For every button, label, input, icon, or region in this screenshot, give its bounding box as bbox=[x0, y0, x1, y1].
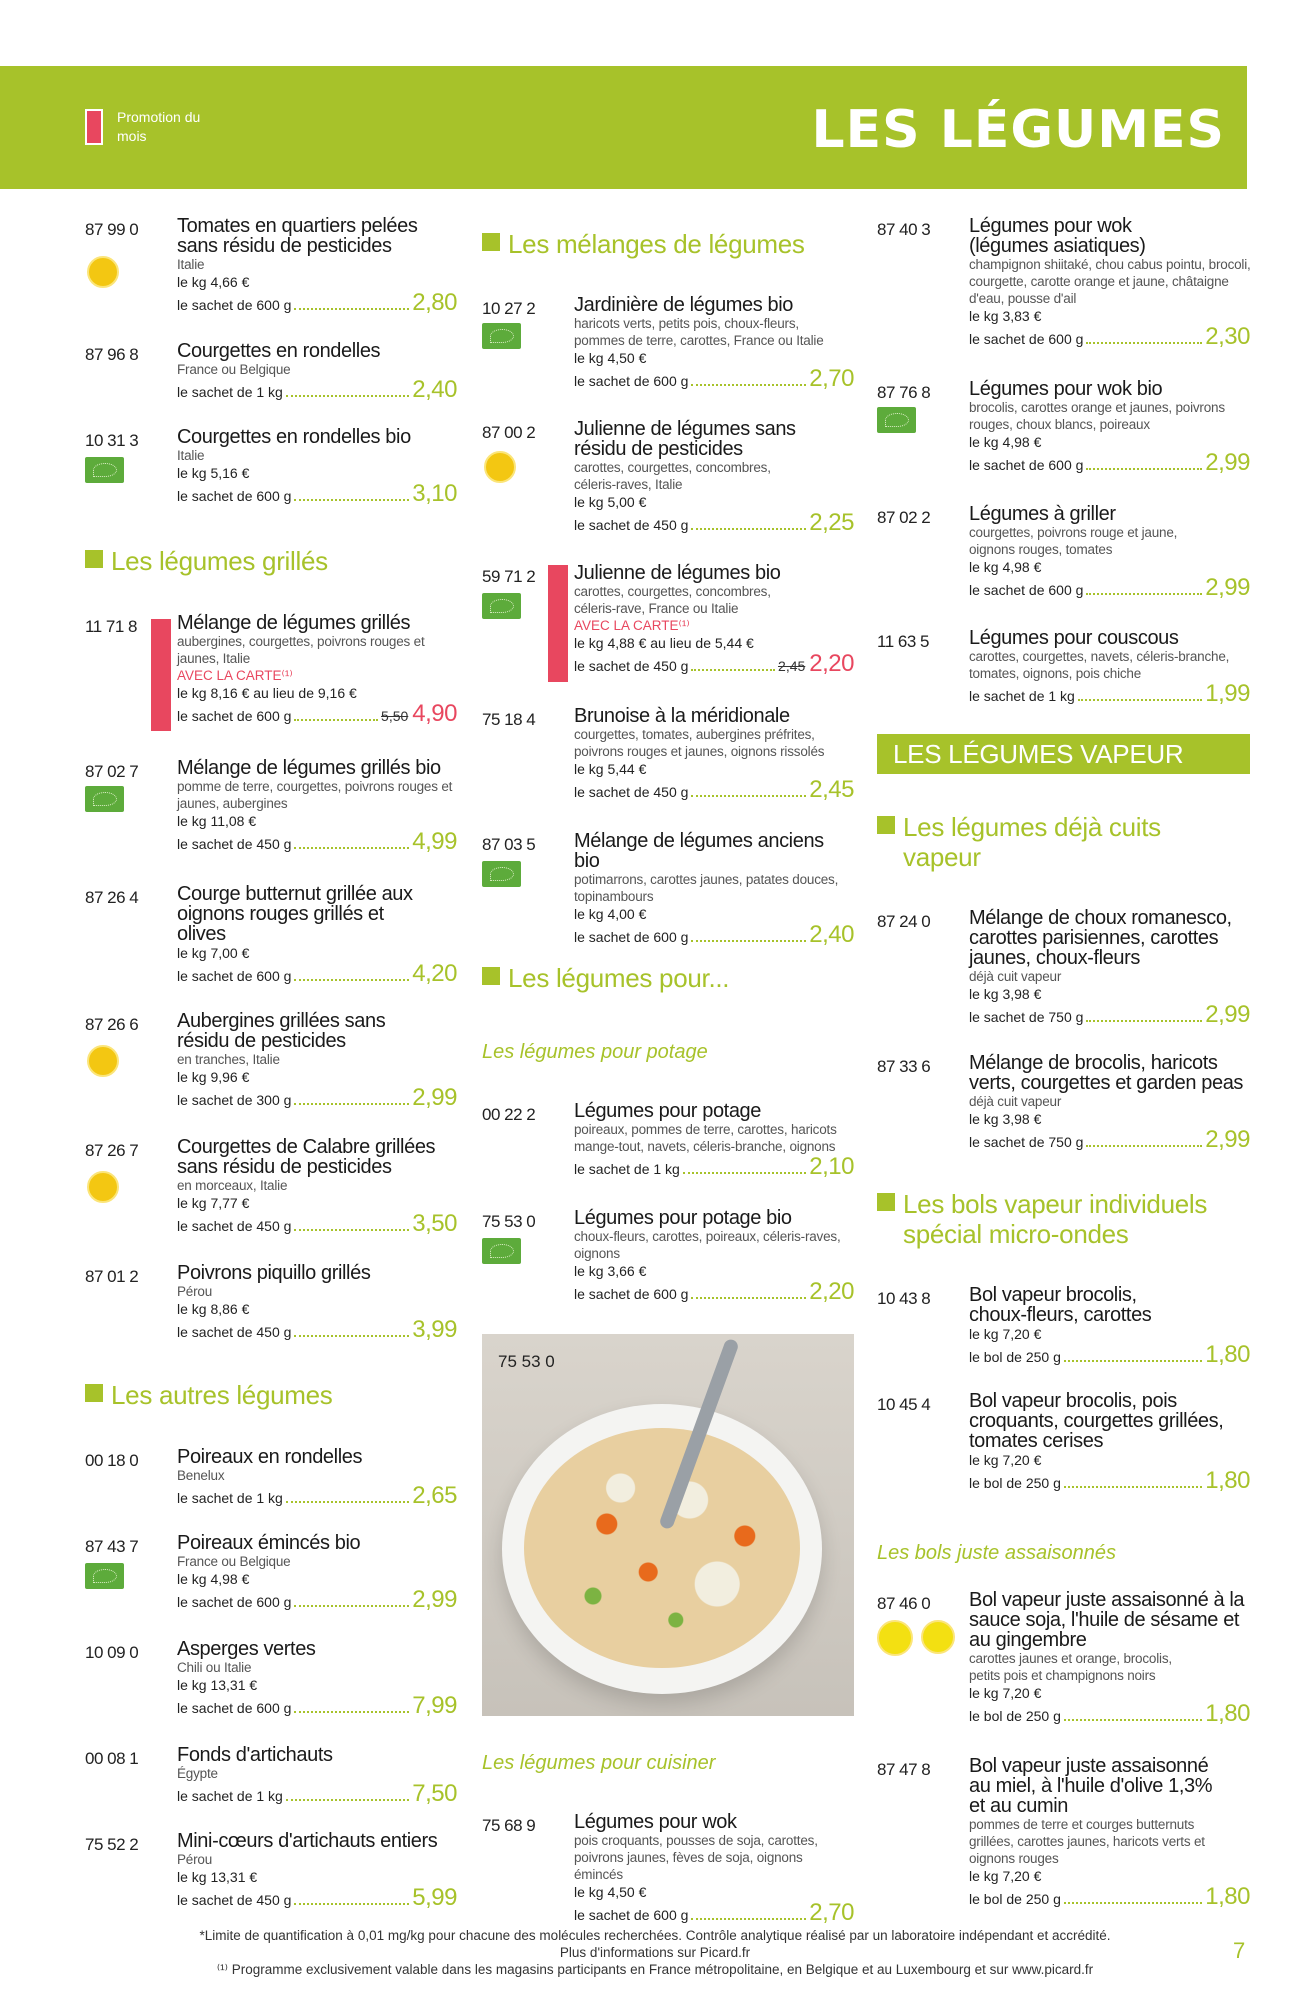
section-square-icon bbox=[85, 550, 103, 568]
price-per-kg: le kg 5,16 € bbox=[177, 465, 250, 481]
price-row: le sachet de 1 kg 2,65 bbox=[177, 1482, 457, 1509]
price-row: le sachet de 450 g 2,45 bbox=[574, 776, 854, 803]
product-name: Légumes pour potage bbox=[574, 1100, 761, 1122]
price-row: le sachet de 600 g 2,20 bbox=[574, 1278, 854, 1305]
price-row: le bol de 250 g 1,80 bbox=[969, 1883, 1250, 1910]
eu-organic-leaf-icon bbox=[877, 407, 916, 433]
product-code: 87 24 0 bbox=[877, 912, 931, 931]
product-origin: France ou Belgique bbox=[177, 1554, 291, 1569]
price-per-kg: le kg 11,08 € bbox=[177, 813, 257, 829]
product-desc: carottes jaunes et orange, brocolis, petits pois et champignons noirs bbox=[969, 1651, 1172, 1683]
price-per-kg: le kg 3,83 € bbox=[969, 308, 1042, 324]
price-row: le sachet de 450 g 3,50 bbox=[177, 1210, 457, 1237]
product-name: Mini-cœurs d'artichauts entiers bbox=[177, 1830, 438, 1852]
price-per-kg: le kg 13,31 € bbox=[177, 1677, 258, 1693]
price-row: le sachet de 450 g 2,25 bbox=[574, 509, 854, 536]
product-code: 75 53 0 bbox=[482, 1212, 536, 1231]
product-code: 10 27 2 bbox=[482, 299, 536, 318]
price-per-kg: le kg 3,98 € bbox=[969, 986, 1042, 1002]
section-banner: LES LÉGUMES VAPEUR bbox=[877, 734, 1250, 774]
price-row: le sachet de 600 g 2,99 bbox=[969, 449, 1250, 476]
price-per-kg: le kg 7,20 € bbox=[969, 1685, 1042, 1701]
price-row: le sachet de 600 g 2,99 bbox=[969, 574, 1250, 601]
product-desc: choux-fleurs, carottes, poireaux, céleris-raves, oignons bbox=[574, 1229, 841, 1261]
product-desc: courgettes, poivrons rouge et jaune, oignons rouges, tomates bbox=[969, 525, 1178, 557]
section-square-icon bbox=[482, 967, 500, 985]
product-name: Mélange de légumes grillés bbox=[177, 612, 411, 634]
eu-organic-leaf-icon bbox=[482, 1238, 521, 1264]
product-photo bbox=[482, 1334, 854, 1716]
product-name: Julienne de légumes sans résidu de pesticides bbox=[574, 418, 796, 460]
price-per-kg: le kg 5,44 € bbox=[574, 761, 647, 777]
product-code: 10 09 0 bbox=[85, 1643, 139, 1662]
product-code: 87 26 7 bbox=[85, 1141, 139, 1160]
product-name: Courgettes de Calabre grillées sans résidu de pesticides bbox=[177, 1136, 436, 1178]
product-name: Poireaux émincés bio bbox=[177, 1532, 361, 1554]
product-code: 00 22 2 bbox=[482, 1105, 536, 1124]
product-desc: déjà cuit vapeur bbox=[969, 969, 1062, 984]
product-desc: carottes, courgettes, navets, céleris-branche, tomates, oignons, pois chiche bbox=[969, 649, 1230, 681]
product-code: 75 52 2 bbox=[85, 1835, 139, 1854]
section-title: Les bols vapeur individuels spécial micro-ondes bbox=[877, 1189, 1250, 1249]
price-per-kg: le kg 8,16 € au lieu de 9,16 € bbox=[177, 685, 357, 701]
eu-organic-leaf-icon bbox=[85, 457, 124, 483]
product-code: 87 03 5 bbox=[482, 835, 536, 854]
footnote-card-program: ⁽¹⁾ Programme exclusivement valable dans les magasins participants en France métropolitaine, en Belgique et au Luxembourg et sur www.picard.fr bbox=[216, 1962, 1094, 1977]
no-pesticide-seal-icon bbox=[87, 1171, 119, 1203]
product-name: Brunoise à la méridionale bbox=[574, 705, 790, 727]
product-code: 87 02 7 bbox=[85, 762, 139, 781]
price-row: le sachet de 750 g 2,99 bbox=[969, 1001, 1250, 1028]
product-code: 10 43 8 bbox=[877, 1289, 931, 1308]
product-name: Tomates en quartiers pelées sans résidu de pesticides bbox=[177, 215, 418, 257]
product-code: 75 68 9 bbox=[482, 1816, 536, 1835]
section-title: Les légumes déjà cuits vapeur bbox=[877, 812, 1250, 872]
product-origin: en tranches, Italie bbox=[177, 1052, 280, 1067]
product-name: Légumes pour couscous bbox=[969, 627, 1179, 649]
product-desc: déjà cuit vapeur bbox=[969, 1094, 1062, 1109]
product-code: 87 46 0 bbox=[877, 1594, 931, 1613]
product-desc: carottes, courgettes, concombres, céleris-raves, Italie bbox=[574, 460, 771, 492]
price-row: le sachet de 450 g 4,99 bbox=[177, 828, 457, 855]
price-row: le sachet de 600 g 4,20 bbox=[177, 960, 457, 987]
price-per-kg: le kg 9,96 € bbox=[177, 1069, 250, 1085]
card-offer: AVEC LA CARTE⁽¹⁾ bbox=[177, 668, 293, 683]
price-per-kg: le kg 7,20 € bbox=[969, 1452, 1042, 1468]
promo-bar bbox=[151, 619, 171, 731]
product-code: 87 26 4 bbox=[85, 888, 139, 907]
product-desc: pommes de terre et courges butternuts grillées, carottes jaunes, haricots verts et oignons rouges bbox=[969, 1817, 1205, 1866]
product-name: Asperges vertes bbox=[177, 1638, 316, 1660]
price-per-kg: le kg 4,98 € bbox=[969, 434, 1042, 450]
product-name: Bol vapeur juste assaisonné à la sauce soja, l'huile de sésame et au gingembre bbox=[969, 1589, 1245, 1651]
product-origin: Pérou bbox=[177, 1284, 213, 1299]
price-row: le sachet de 600 g 2,80 bbox=[177, 289, 457, 316]
card-offer: AVEC LA CARTE⁽¹⁾ bbox=[574, 618, 690, 633]
price-row: le sachet de 600 g 7,99 bbox=[177, 1692, 457, 1719]
price-per-kg: le kg 7,20 € bbox=[969, 1326, 1042, 1342]
price-row: le sachet de 1 kg 2,40 bbox=[177, 376, 457, 403]
section-square-icon bbox=[85, 1384, 103, 1402]
header-band bbox=[0, 66, 1247, 189]
product-name: Légumes pour wok (légumes asiatiques) bbox=[969, 215, 1146, 257]
price-row: le bol de 250 g 1,80 bbox=[969, 1700, 1250, 1727]
promo-bar bbox=[548, 565, 568, 682]
price-per-kg: le kg 4,66 € bbox=[177, 274, 250, 290]
price: 2,80 bbox=[412, 289, 457, 316]
product-name: Bol vapeur brocolis, pois croquants, courgettes grillées, tomates cerises bbox=[969, 1390, 1224, 1452]
product-code: 00 08 1 bbox=[85, 1749, 139, 1768]
footnote-pesticides: *Limite de quantification à 0,01 mg/kg pour chacune des molécules recherchées. Contrôle analytique réalisé par un laboratoire indépendant et accrédité. Plus d'informations sur Picard.fr bbox=[199, 1928, 1111, 1960]
section-square-icon bbox=[482, 233, 500, 251]
product-name: Légumes à griller bbox=[969, 503, 1116, 525]
product-name: Poireaux en rondelles bbox=[177, 1446, 363, 1468]
vegetal-label-icon bbox=[877, 1620, 913, 1656]
eu-organic-leaf-icon bbox=[85, 786, 124, 812]
section-square-icon bbox=[877, 1193, 895, 1211]
product-name: Légumes pour wok bbox=[574, 1811, 737, 1833]
product-code: 87 00 2 bbox=[482, 423, 536, 442]
price-per-kg: le kg 4,98 € bbox=[177, 1571, 250, 1587]
price-per-kg: le kg 7,77 € bbox=[177, 1195, 250, 1211]
product-name: Jardinière de légumes bio bbox=[574, 294, 794, 316]
price-row: le sachet de 600 g 2,40 bbox=[574, 921, 854, 948]
product-code: 87 40 3 bbox=[877, 220, 931, 239]
section-square-icon bbox=[877, 816, 895, 834]
price-row: le sachet de 1 kg 1,99 bbox=[969, 680, 1250, 707]
product-origin: Pérou bbox=[177, 1852, 213, 1867]
price-row: le sachet de 450 g 5,99 bbox=[177, 1884, 457, 1911]
product-origin: Benelux bbox=[177, 1468, 225, 1483]
price-row: le sachet de 600 g 3,10 bbox=[177, 480, 457, 507]
price-per-kg: le kg 13,31 € bbox=[177, 1869, 258, 1885]
product-code: 87 01 2 bbox=[85, 1267, 139, 1286]
page-title: LES LÉGUMES bbox=[811, 100, 1225, 160]
price-per-kg: le kg 8,86 € bbox=[177, 1301, 250, 1317]
product-name: Fonds d'artichauts bbox=[177, 1744, 333, 1766]
product-origin: en morceaux, Italie bbox=[177, 1178, 288, 1193]
section-title: Les légumes grillés bbox=[85, 546, 457, 576]
vegetables-image bbox=[524, 1428, 800, 1668]
promo-swatch bbox=[85, 109, 103, 145]
section-title: Les mélanges de légumes bbox=[482, 229, 854, 259]
no-pesticide-seal-icon bbox=[484, 451, 516, 483]
product-origin: Égypte bbox=[177, 1766, 218, 1781]
price-row: le sachet de 450 g 3,99 bbox=[177, 1316, 457, 1343]
product-code: 87 43 7 bbox=[85, 1537, 139, 1556]
product-desc: pois croquants, pousses de soja, carottes, poivrons jaunes, fèves de soja, oignons émincés bbox=[574, 1833, 818, 1882]
photo-product-code: 75 53 0 bbox=[498, 1352, 555, 1371]
product-code: 87 96 8 bbox=[85, 345, 139, 364]
product-name: Courgettes en rondelles bbox=[177, 340, 381, 362]
page-number: 7 bbox=[1233, 1938, 1246, 1963]
price-row: le sachet de 1 kg 7,50 bbox=[177, 1780, 457, 1807]
product-desc: haricots verts, petits pois, choux-fleurs, pommes de terre, carottes, France ou Italie bbox=[574, 316, 824, 348]
product-code: 10 31 3 bbox=[85, 431, 139, 450]
product-desc: courgettes, tomates, aubergines préfrites, poivrons rouges et jaunes, oignons rissolés bbox=[574, 727, 825, 759]
product-code: 10 45 4 bbox=[877, 1395, 931, 1414]
price-row: le sachet de 600 g 2,70 bbox=[574, 365, 854, 392]
product-name: Mélange de brocolis, haricots verts, courgettes et garden peas bbox=[969, 1052, 1244, 1094]
product-desc: pomme de terre, courgettes, poivrons rouges et jaunes, aubergines bbox=[177, 779, 453, 811]
eu-organic-leaf-icon bbox=[85, 1563, 124, 1589]
eu-organic-leaf-icon bbox=[482, 323, 521, 349]
product-code: 87 99 0 bbox=[85, 220, 139, 239]
product-desc: potimarrons, carottes jaunes, patates douces, topinambours bbox=[574, 872, 839, 904]
price-row: le sachet de 450 g 2,45 2,20 bbox=[574, 650, 854, 677]
product-code: 75 18 4 bbox=[482, 710, 536, 729]
product-code: 00 18 0 bbox=[85, 1451, 139, 1470]
no-pesticide-seal-icon bbox=[87, 256, 119, 288]
price-row: le sachet de 750 g 2,99 bbox=[969, 1126, 1250, 1153]
product-origin: Italie bbox=[177, 448, 205, 463]
price-per-kg: le kg 4,50 € bbox=[574, 350, 647, 366]
product-name: Aubergines grillées sans résidu de pesticides bbox=[177, 1010, 386, 1052]
price-per-kg: le kg 4,00 € bbox=[574, 906, 647, 922]
price-per-kg: le kg 5,00 € bbox=[574, 494, 647, 510]
price-row: le bol de 250 g 1,80 bbox=[969, 1341, 1250, 1368]
product-code: 59 71 2 bbox=[482, 567, 536, 586]
product-name: Courge butternut grillée aux oignons rouges grillés et olives bbox=[177, 883, 413, 945]
product-desc: aubergines, courgettes, poivrons rouges et jaunes, Italie bbox=[177, 634, 425, 666]
price-row: le sachet de 1 kg 2,10 bbox=[574, 1153, 854, 1180]
promo-label: Promotion du mois bbox=[117, 109, 201, 144]
section-title: Les autres légumes bbox=[85, 1380, 457, 1410]
subsection-title: Les légumes pour potage bbox=[482, 1041, 708, 1063]
product-code: 87 47 8 bbox=[877, 1760, 931, 1779]
price-row: le sachet de 300 g 2,99 bbox=[177, 1084, 457, 1111]
product-desc: brocolis, carottes orange et jaunes, poivrons rouges, choux blancs, poireaux bbox=[969, 400, 1225, 432]
section-title: Les légumes pour... bbox=[482, 963, 854, 993]
product-code: 87 76 8 bbox=[877, 383, 931, 402]
price-row: le sachet de 600 g 2,30 bbox=[969, 323, 1250, 350]
product-name: Légumes pour wok bio bbox=[969, 378, 1163, 400]
product-name: Julienne de légumes bio bbox=[574, 562, 781, 584]
product-code: 87 33 6 bbox=[877, 1057, 931, 1076]
price-row: le bol de 250 g 1,80 bbox=[969, 1467, 1250, 1494]
product-name: Bol vapeur brocolis, choux-fleurs, carottes bbox=[969, 1284, 1152, 1326]
product-code: 11 71 8 bbox=[85, 617, 137, 636]
eu-organic-leaf-icon bbox=[482, 593, 521, 619]
product-desc: poireaux, pommes de terre, carottes, haricots mange-tout, navets, céleris-branche, oignons bbox=[574, 1122, 837, 1154]
footer-notes bbox=[190, 1927, 1120, 1978]
eu-organic-leaf-icon bbox=[482, 861, 521, 887]
product-code: 87 26 6 bbox=[85, 1015, 139, 1034]
product-name: Mélange de légumes grillés bio bbox=[177, 757, 441, 779]
product-name: Mélange de choux romanesco, carottes parisiennes, carottes jaunes, choux-fleurs bbox=[969, 907, 1232, 969]
price-row: le sachet de 600 g 5,50 4,90 bbox=[177, 700, 457, 727]
product-origin: France ou Belgique bbox=[177, 362, 291, 377]
product-name: Mélange de légumes anciens bio bbox=[574, 830, 824, 872]
product-code: 11 63 5 bbox=[877, 632, 929, 651]
price-per-kg: le kg 4,98 € bbox=[969, 559, 1042, 575]
price-per-kg: le kg 4,50 € bbox=[574, 1884, 647, 1900]
price-per-kg: le kg 3,98 € bbox=[969, 1111, 1042, 1127]
subsection-title: Les bols juste assaisonnés bbox=[877, 1542, 1117, 1564]
subsection-title: Les légumes pour cuisiner bbox=[482, 1752, 716, 1774]
product-name: Poivrons piquillo grillés bbox=[177, 1262, 371, 1284]
price-row: le sachet de 600 g 2,70 bbox=[574, 1899, 854, 1926]
product-origin: Italie bbox=[177, 257, 205, 272]
product-name: Légumes pour potage bio bbox=[574, 1207, 792, 1229]
price-per-kg: le kg 3,66 € bbox=[574, 1263, 647, 1279]
product-code: 87 02 2 bbox=[877, 508, 931, 527]
no-pesticide-seal-icon bbox=[87, 1045, 119, 1077]
price-per-kg: le kg 7,00 € bbox=[177, 945, 250, 961]
price-per-kg: le kg 4,88 € au lieu de 5,44 € bbox=[574, 635, 754, 651]
product-desc: champignon shiitaké, chou cabus pointu, brocoli, courgette, carotte orange et jaune, châtaigne d'eau, pousse d'ail bbox=[969, 257, 1251, 306]
product-name: Bol vapeur juste assaisonné au miel, à l'huile d'olive 1,3% et au cumin bbox=[969, 1755, 1213, 1817]
product-desc: carottes, courgettes, concombres, céleris-rave, France ou Italie bbox=[574, 584, 771, 616]
product-name: Courgettes en rondelles bio bbox=[177, 426, 411, 448]
product-origin: Chili ou Italie bbox=[177, 1660, 252, 1675]
vegan-label-icon bbox=[921, 1620, 955, 1654]
price-row: le sachet de 600 g 2,99 bbox=[177, 1586, 457, 1613]
price-per-kg: le kg 7,20 € bbox=[969, 1868, 1042, 1884]
